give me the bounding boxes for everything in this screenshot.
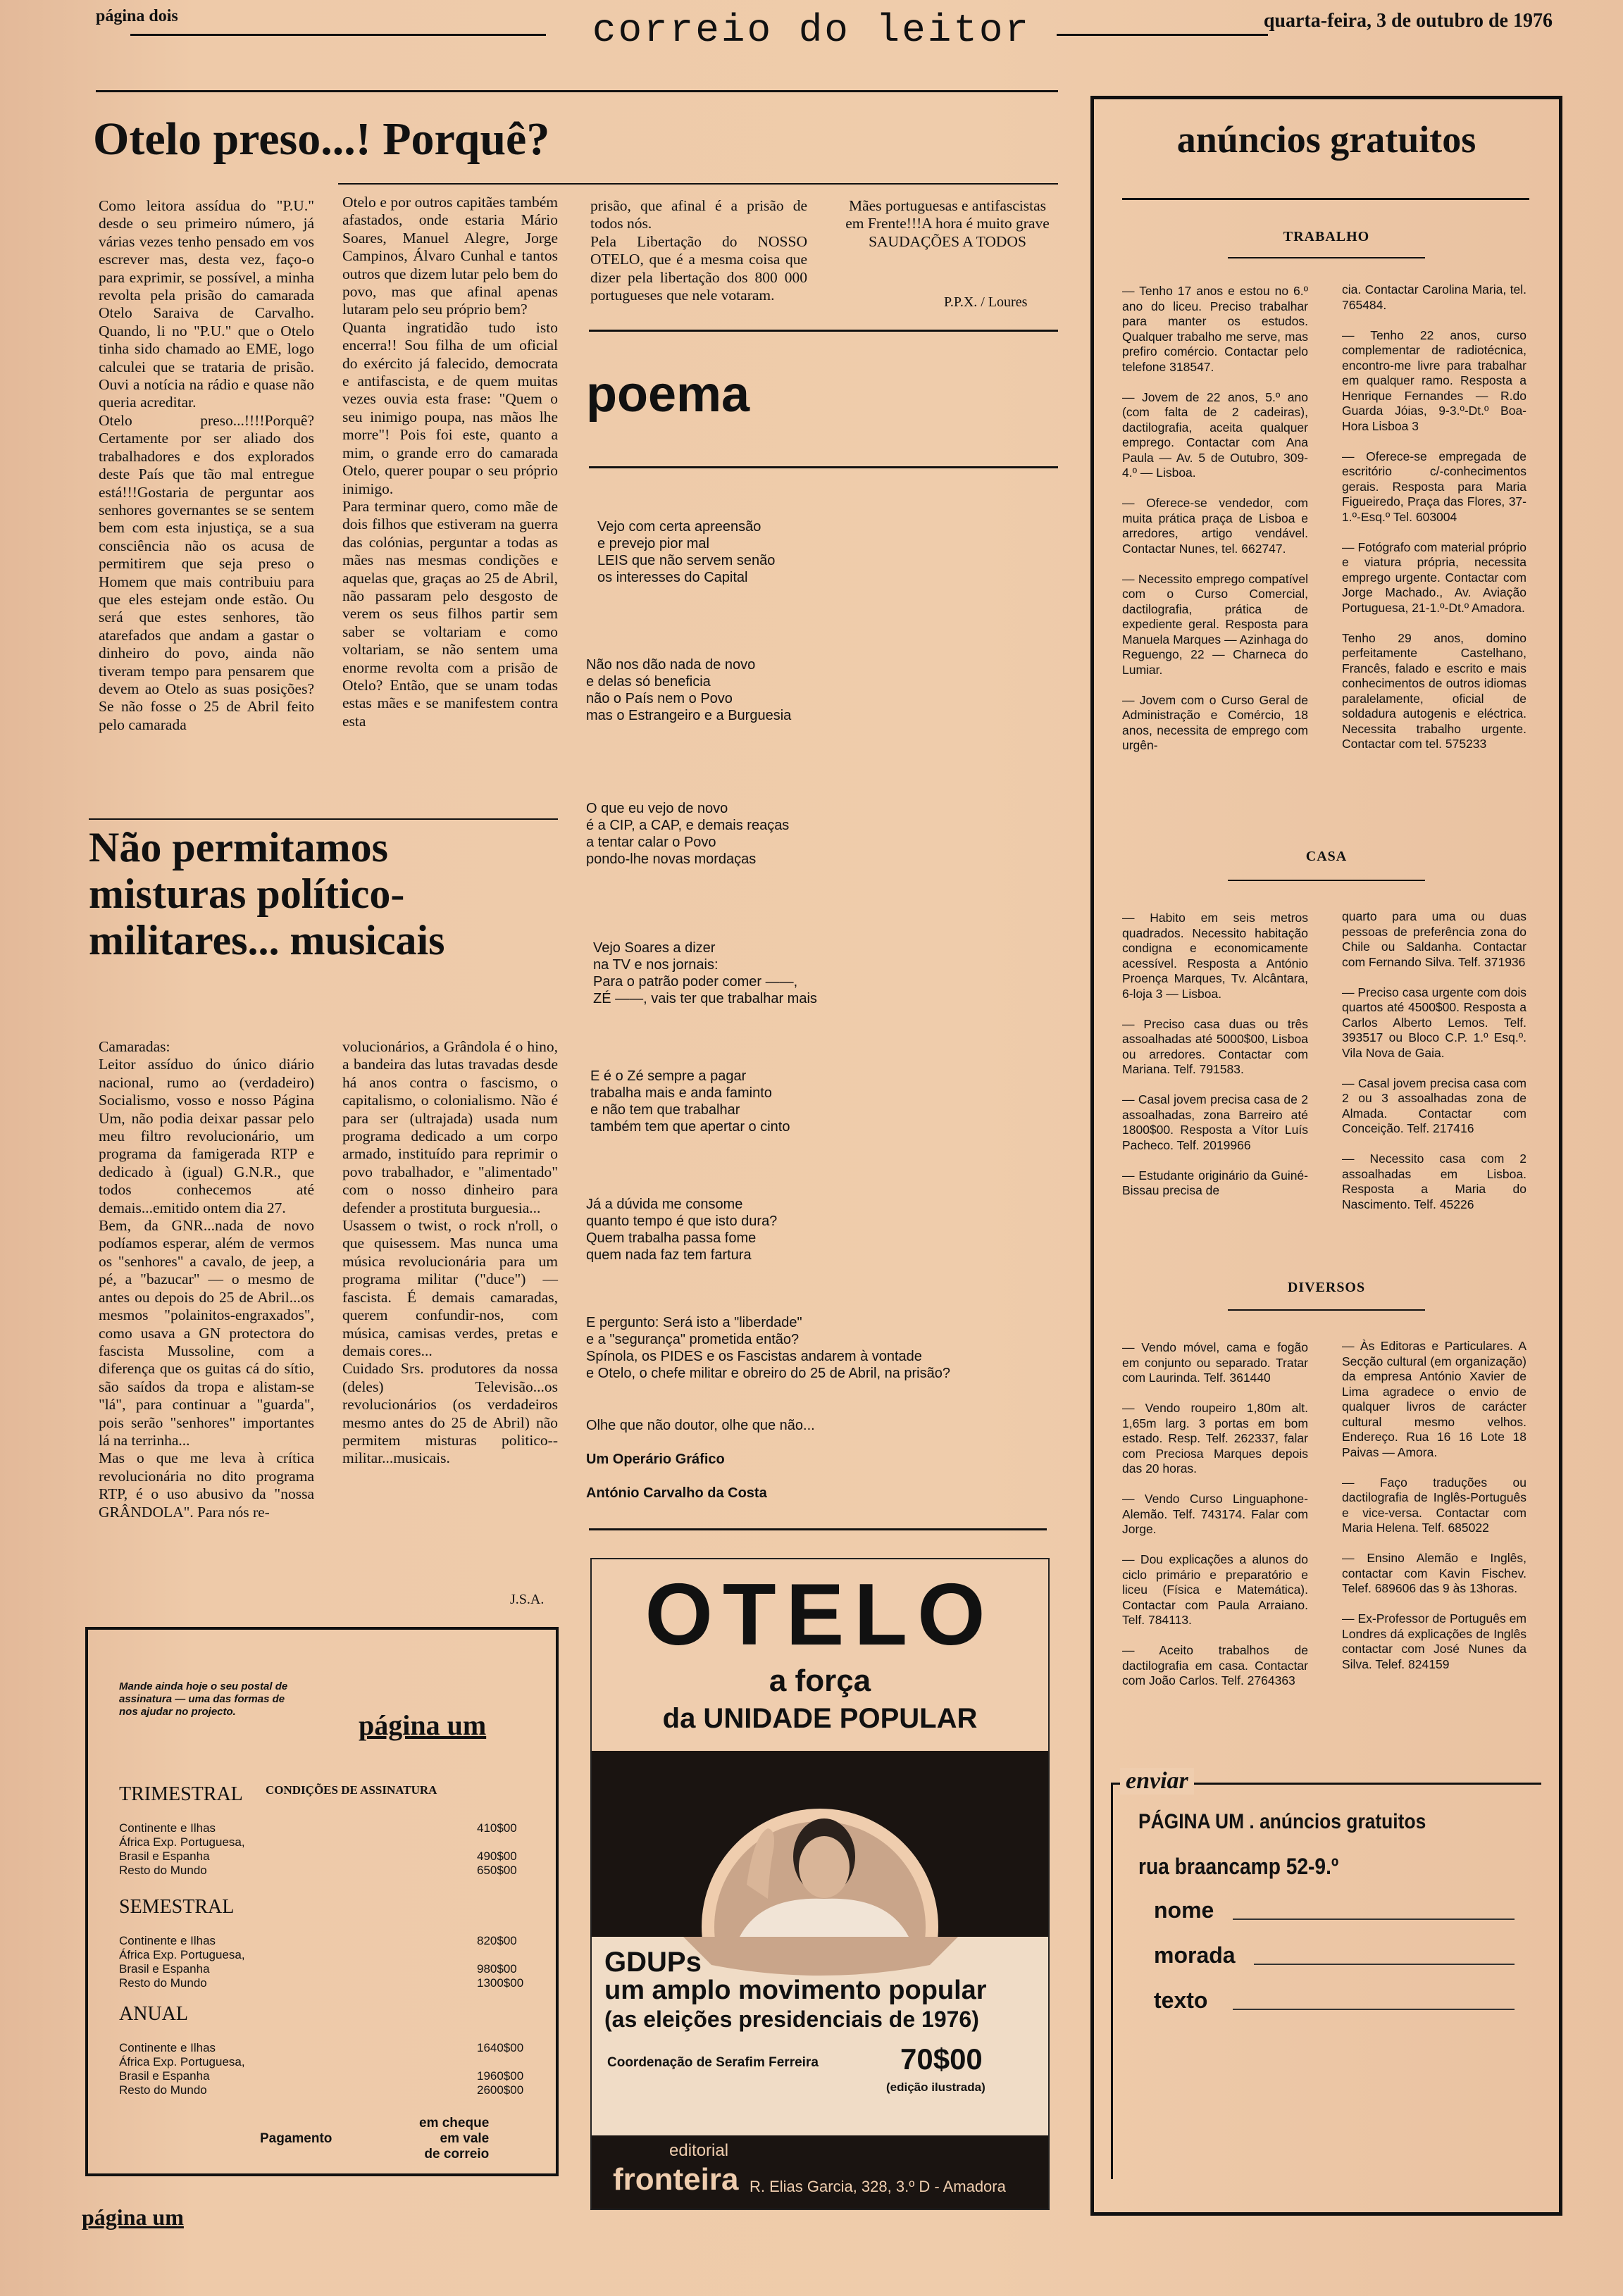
header-rule-right [1057, 34, 1268, 36]
rule [338, 183, 1058, 185]
texto-field[interactable] [1233, 2009, 1515, 2010]
article-title: Não permitamos misturas político-militares... musicais [89, 824, 445, 963]
ad-column: — Vendo móvel, cama e fogão em conjunto ou separado. Tratar com Laurinda. Telf. 361440 — Vendo roupeiro 1,80m alt. 1,65m larg. 3 portas em bom estado. Resp. Telf. 262337, falar com Preciosa Marques depois das 20 horas. — Vendo Curso Linguaphone-Alemão. Telf. 743174. Falar com Jorge. — Dou explicações a alunos do ciclo primário e preparatório e liceu (Física e Matemática). Contactar com Paula Arraiano. Telf. 784113. — Aceito trabalhos de dactilografia em casa. Contactar com João Carlos. Telf. 2764363 [1122, 1340, 1308, 1687]
plan-name: ANUAL [119, 2003, 188, 2025]
plan-name: TRIMESTRAL [119, 1783, 243, 1805]
ad-line: a força [769, 1664, 871, 1698]
otelo-portrait-icon [592, 1751, 1048, 1937]
footer-logo: página um [82, 2204, 184, 2230]
form-label-morada: morada [1154, 1942, 1236, 1968]
article-signature: J.S.A. [510, 1592, 545, 1607]
rule [89, 818, 558, 820]
plan-prices: 1640$00 1960$00 2600$00 [477, 2041, 524, 2097]
header-rule-left [130, 34, 546, 36]
plan-regions: Continente e Ilhas África Exp. Portuguesa, Brasil e Espanha Resto do Mundo [119, 1821, 245, 1877]
section-title: correio do leitor [592, 8, 1031, 53]
pagina-um-logo: página um [359, 1709, 487, 1741]
poem-author: António Carvalho da Costa [586, 1485, 767, 1501]
form-label-texto: texto [1154, 1988, 1208, 2013]
ad-edition: (edição ilustrada) [886, 2080, 985, 2094]
otelo-book-ad [590, 1558, 1050, 2210]
payment-label: Pagamento [260, 2131, 332, 2146]
rule [96, 90, 1058, 92]
plan-regions: Continente e Ilhas África Exp. Portuguesa, Brasil e Espanha Resto do Mundo [119, 2041, 245, 2097]
rule [1122, 198, 1529, 200]
plan-name: SEMESTRAL [119, 1896, 235, 1918]
editorial-band [592, 2135, 1048, 2209]
ad-column: — Habito em seis metros quadrados. Necessito habitação condigna e economicamente acessível. Resposta a António Proença Marques, Tv. Alcântara, 6-loja 3 — Lisboa. — Preciso casa duas ou três assoalhadas até 5000$00, Lisboa ou arredores. Contactar com Mariana. Telf. 791583. — Casal jovem precisa casa de 2 assoalhadas, zona Barreiro até 1800$00. Resposta a Vítor Luís Pacheco. Telf. 2019966 — Estudante originário da Guiné-Bissau precisa de [1122, 911, 1308, 1197]
plan-regions: Continente e Ilhas África Exp. Portuguesa, Brasil e Espanha Resto do Mundo [119, 1934, 245, 1990]
poem-stanza: Olhe que não doutor, olhe que não... [586, 1418, 815, 1433]
article-column: Como leitora assídua do "P.U." desde o seu primeiro número, já várias vezes tenho pensado em vos escrever mas, desta vez, faço-o para exprimir, se possível, a minha revolta pela prisão do camarada Otelo Saraiva de Carvalho. Quando, li no "P.U." que o Otelo tinha sido chamado ao EME, logo calculei que se trataria de prisão. Ouvi a notícia na rádio e quase não queria acreditar. Otelo preso...!!!!Porquê? Certamente por ser aliado dos trabalhadores e dos explorados deste País que tão mal entregue está!!!Gostaria de perguntar aos senhores governantes se se sentem bem com esta injustiça, se a sua consciência não os acusa de permitirem que seja preso o Homem que mais contribuiu para que eles estejam onde estão. Ou será que estes senhores, tão atarefados que andam a gastar o dinheiro do povo, ainda não tiveram tempo para pensarem que devem ao Otelo as suas posições? Se não fosse o 25 de Abril feito pelo camarada [99, 197, 314, 733]
section-heading: CASA [1305, 849, 1348, 864]
poem-stanza: Vejo com certa apreensão e prevejo pior mal LEIS que não servem senão os interesses do Capital [597, 519, 776, 585]
page-label: página dois [96, 7, 178, 25]
gdups-note: (as eleições presidenciais de 1976) [604, 2007, 979, 2032]
classified-ads-box [1090, 96, 1562, 2216]
rule [1228, 880, 1425, 881]
poem-author: Um Operário Gráfico [586, 1452, 725, 1467]
poem-title: poema [586, 366, 750, 423]
ad-column: quarto para uma ou duas pessoas de preferência zona do Chile ou Saldanha. Contactar com Fernando Silva. Telf. 371936 — Preciso casa urgente com dois quartos até 4500$00. Resposta a Carlos Alberto Lemos. Telf. 393517 ou Bloco C.P. 1.º Esq.º. Vila Nova de Gaia. — Casal jovem precisa casa com 2 ou 3 assoalhadas zona de Almada. Contactar com Conceição. Telf. 217416 — Necessito casa com 2 assoalhadas em Lisboa. Resposta a Maria do Nascimento. Telf. 45226 [1342, 909, 1526, 1211]
conditions-title: CONDIÇÕES DE ASSINATURA [266, 1783, 437, 1797]
editorial-name: fronteira [613, 2162, 739, 2197]
article-column: Mães portuguesas e antifascistas em Frente!!!A hora é muito grave SAUDAÇÕES A TODOS [845, 197, 1050, 250]
poem-stanza: O que eu vejo de novo é a CIP, a CAP, e demais reaças a tentar calar o Povo pondo-lhe novas mordaças [586, 801, 790, 867]
poem-stanza: Vejo Soares a dizer na TV e nos jornais: Para o patrão poder comer ——, ZÉ ——, vais ter que trabalhar mais [593, 940, 817, 1006]
form-line: PÁGINA UM . anúncios gratuitos [1138, 1810, 1426, 1833]
section-heading: TRABALHO [1283, 229, 1370, 244]
morada-field[interactable] [1254, 1964, 1515, 1965]
article-column: prisão, que afinal é a prisão de todos nós. Pela Libertação do NOSSO OTELO, que é a mesma coisa que dizer pela libertação dos 800 000 portugueses que nele votaram. [590, 197, 807, 304]
poem-stanza: E pergunto: Será isto a "liberdade" e a "segurança" prometida então? Spínola, os PIDES e os Fascistas andarem à vontade e Otelo, o chefe militar e obreiro do 25 de Abril, na prisão? [586, 1315, 950, 1381]
ads-title: anúncios gratuitos [1176, 118, 1476, 161]
editorial-small: editorial [669, 2141, 729, 2160]
ad-column: — Às Editoras e Particulares. A Secção cultural (em organização) da empresa António Xavier de Lima agradece o envio de qualquer livros de carácter cultural mesmo velhos. Endereço. Rua 16 16 Lote 18 Paivas — Amora. — Faço traduções ou dactilografia de Inglês-Português e vice-versa. Contactar com Maria Helena. Telf. 685022 — Ensino Alemão e Inglês, contactar com Kavin Fischev. Telef. 689606 das 9 às 13horas. — Ex-Professor de Português em Londres dá explicações de Inglês contactar com José Nunes da Silva. Telef. 824159 [1342, 1339, 1526, 1671]
issue-date: quarta-feira, 3 de outubro de 1976 [1263, 10, 1553, 32]
article-column: Camaradas: Leitor assíduo do único diário nacional, rumo ao (verdadeiro) Socialismo, vosso e nosso Página Um, não podia deixar passar pelo meu filtro revolucionário, um programa da famigerada RTP e dedicado à (igual) G.N.R., que todos conhecemos até demais...emitido ontem dia 27. Bem, da GNR...nada de novo podíamos esperar, além de vermos os "senhores" a cavalo, de jeep, a pé, a "bazucar" — o mesmo de antes ou depois do 25 de Abril...os mesmos "polainitos-engraxados", como usava a GN protectora do fascista Mussoline, com a diferença que os guitas cá do sítio, são saídos da tropa e alistam-se "lá", para continuar a "guarda", pois serão "senhores" importantes lá na terrinha... Mas o que me leva à crítica revolucionária no dito programa RTP, é o uso abusivo da "nossa GRÂNDOLA". Para nós re- [99, 1038, 314, 1521]
form-address: rua braancamp 52-9.º [1138, 1854, 1339, 1879]
article-signature: P.P.X. / Loures [944, 294, 1028, 310]
section-heading: DIVERSOS [1287, 1280, 1366, 1295]
payment-options: em cheque em vale de correio [419, 2116, 490, 2161]
ad-coordination: Coordenação de Serafim Ferreira [607, 2055, 819, 2070]
rule [1228, 1309, 1425, 1311]
rule [1228, 257, 1425, 258]
article-title: Otelo preso...! Porquê? [93, 113, 550, 165]
form-label-nome: nome [1154, 1897, 1214, 1923]
rule [589, 466, 1058, 468]
gdups-subtitle: um amplo movimento popular [604, 1976, 987, 2005]
subscription-note: Mande ainda hoje o seu postal de assinatura — uma das formas de nos ajudar no projecto. [119, 1680, 288, 1718]
subscription-box [85, 1627, 559, 2176]
editorial-address: R. Elias Garcia, 328, 3.º D - Amadora [750, 2178, 1006, 2195]
form-title: enviar [1120, 1768, 1194, 1795]
ad-title: OTELO [645, 1566, 995, 1664]
nome-field[interactable] [1233, 1918, 1515, 1920]
plan-prices: 820$00 980$00 1300$00 [477, 1934, 524, 1990]
photo-panel [592, 1751, 1048, 1937]
send-form [1111, 1768, 1541, 2179]
rule [589, 330, 1058, 332]
rule [589, 1528, 1047, 1530]
article-column: volucionários, a Grândola é o hino, a bandeira das lutas travadas desde há anos contra o fascismo, o capitalismo, o colonialismo. Não é para ser (ultrajada) usada num programa dedicado a um corpo armado, instituído para reprimir o povo trabalhador, e "alimentado" com o nosso dinheiro para defender a prostituta burguesia... Usassem o twist, o rock n'roll, o que quisessem. Mas nunca uma música revolucionária para um programa militar ("duce") — fascista. É demais camaradas, querem confundir-nos, com música, camisas verdes, pretas e demais cores... Cuidado Srs. produtores da nossa (deles) Televisão...os revolucionários (os verdadeiros mesmo antes do 25 de Abril) não permitem misturas politico--militar...musicais. [342, 1038, 558, 1467]
poem-stanza: Já a dúvida me consome quanto tempo é que isto dura? Quem trabalha passa fome quem nada faz tem fartura [586, 1197, 778, 1263]
article-column: Otelo e por outros capitães também afastados, onde estaria Mário Soares, Manuel Alegre, Jorge Campinos, Álvaro Cunhal e tantos outros que dizem lutar pelo bem do povo, mas que afinal apenas lutaram pelo seu próprio bem? Quanta ingratidão tudo isto encerra!! Sou filha de um oficial do exército já falecido, democrata e antifascista, e de quem muitas vezes ouvia esta frase: "Quem o seu inimigo poupa, nas mãos lhe morre"! Pois foi este, quanto a mim, o grande erro do camarada Otelo, querer poupar o seu próprio inimigo. Para terminar quero, como mãe de dois filhos que estiveram na guerra das colónias, perguntar a todas as mães nas mesmas condições e aquelas que, graças ao 25 de Abril, não passaram pelo desgosto de verem os seus filhos partir sem saber se voltariam e como voltariam, se não sentem uma enorme revolta com a prisão de Otelo? Então, que se unam todas estas mães e se manifestem contra esta [342, 194, 558, 730]
ad-column: — Tenho 17 anos e estou no 6.º ano do liceu. Preciso trabalhar para manter os estudos. Qualquer trabalho me serve, mas prefiro comércio. Contactar pelo telefone 318547. — Jovem de 22 anos, 5.º ano (com falta de 2 cadeiras), dactilografia, aceita qualquer emprego. Contactar com Ana Paula — Av. 5 de Outubro, 309-4.º — Lisboa. — Oferece-se vendedor, com muita prática praça de Lisboa e arredores, artigo vendável. Contactar Nunes, tel. 662747. — Necessito emprego compatível com o Curso Comercial, dactilografia, prática de expediente geral. Resposta para Manuela Marques — Azinhaga do Reguengo, 22 — Charneca do Lumiar. — Jovem com o Curso Geral de Administração e Comércio, 18 anos, necessita de emprego com urgên- [1122, 284, 1308, 752]
poem-stanza: Não nos dão nada de novo e delas só beneficia não o País nem o Povo mas o Estrangeiro e a Burguesia [586, 657, 792, 723]
plan-prices: 410$00 490$00 650$00 [477, 1821, 517, 1877]
gdups-title: GDUPs [604, 1947, 702, 1978]
ad-line: da UNIDADE POPULAR [662, 1703, 978, 1734]
poem-stanza: E é o Zé sempre a pagar trabalha mais e anda faminto e não tem que trabalhar também tem que apertar o cinto [590, 1068, 790, 1135]
ad-column: cia. Contactar Carolina Maria, tel. 765484. — Tenho 22 anos, curso complementar de radiotécnica, encontro-me livre para trabalhar em qualquer ramo. Resposta a Henrique Fernandes — R.do Guarda Jóias, 9-3.º-Dt.º Boa-Hora Lisboa 3 — Oferece-se empregada de escritório c/-conhecimentos gerais. Resposta para Maria Figueiredo, Praça das Flores, 37-1.º-Esq.º Tel. 603004 — Fotógrafo com material próprio e viatura própria, necessita emprego urgente. Contactar com Jorge Machado., Av. Aviação Portuguesa, 21-1.º-Dt.º Amadora. Tenho 29 anos, domino perfeitamente Castelhano, Francês, falado e escrito e mais conhecimentos de outros idiomas paralelamente, oficial de soldadura autogenis e eléctrica. Necessita trabalho urgente. Contactar com tel. 575233 [1342, 282, 1526, 751]
ad-price: 70$00 [900, 2042, 983, 2076]
